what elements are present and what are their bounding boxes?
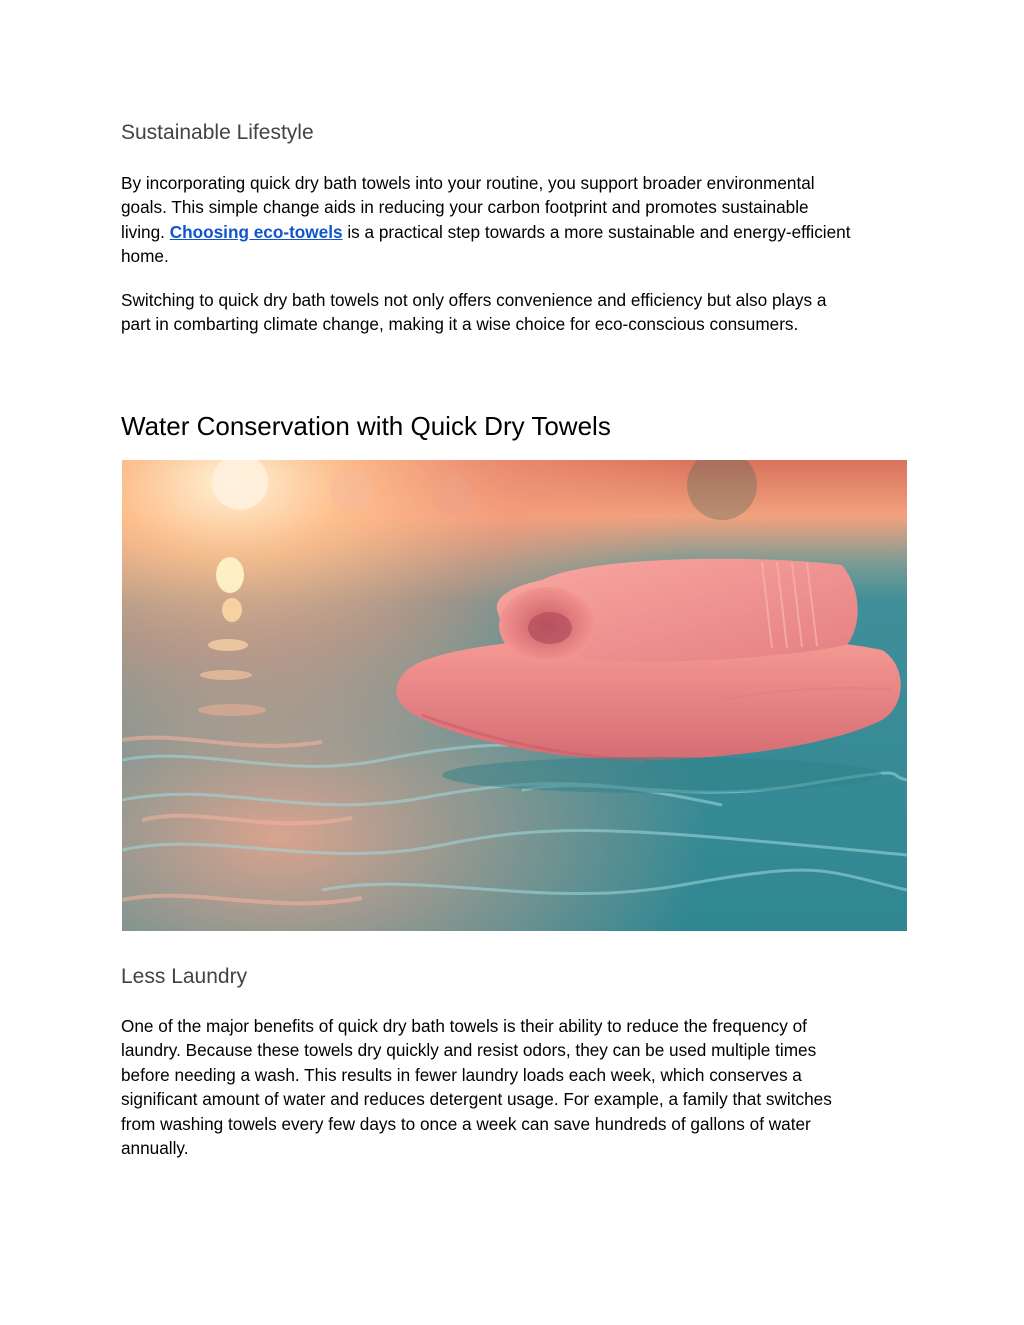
text-line: home. bbox=[121, 246, 169, 267]
less-laundry-heading: Less Laundry bbox=[121, 965, 248, 988]
text-line: One of the major benefits of quick dry bath towels is their ability to reduce the frequency of bbox=[121, 1016, 807, 1036]
text-line: part in combarting climate change, making it a wise choice for eco-conscious consumers. bbox=[121, 314, 799, 335]
text-line: annually. bbox=[121, 1138, 189, 1159]
sustainable-paragraph-2 bbox=[121, 288, 907, 337]
water-conservation-heading: Water Conservation with Quick Dry Towels bbox=[121, 411, 611, 441]
text-line: Switching to quick dry bath towels not only offers convenience and efficiency but also plays a bbox=[121, 290, 827, 310]
text-line: laundry. Because these towels dry quickly and resist odors, they can be used multiple times bbox=[121, 1040, 817, 1061]
less-laundry-paragraph bbox=[121, 1014, 907, 1160]
text-line: from washing towels every few days to once a week can save hundreds of gallons of water bbox=[121, 1113, 811, 1134]
text-line-with-link bbox=[121, 220, 907, 244]
sustainable-lifestyle-heading: Sustainable Lifestyle bbox=[121, 121, 314, 144]
choosing-eco-towels-link[interactable]: Choosing eco-towels bbox=[169, 221, 343, 242]
text-line: significant amount of water and reduces detergent usage. For example, a family that switches bbox=[121, 1089, 832, 1110]
text-line: before needing a wash. This results in fewer laundry loads each week, which conserves a bbox=[121, 1064, 802, 1085]
towels-on-water-image bbox=[122, 460, 907, 931]
sustainable-paragraph-1 bbox=[121, 171, 907, 269]
text-line: By incorporating quick dry bath towels into your routine, you support broader environmental bbox=[121, 173, 815, 193]
text-segment: is a practical step towards a more sustainable and energy-efficient bbox=[342, 221, 851, 242]
text-segment: living. bbox=[121, 221, 170, 242]
text-line: goals. This simple change aids in reducing your carbon footprint and promotes sustainable bbox=[121, 197, 809, 218]
